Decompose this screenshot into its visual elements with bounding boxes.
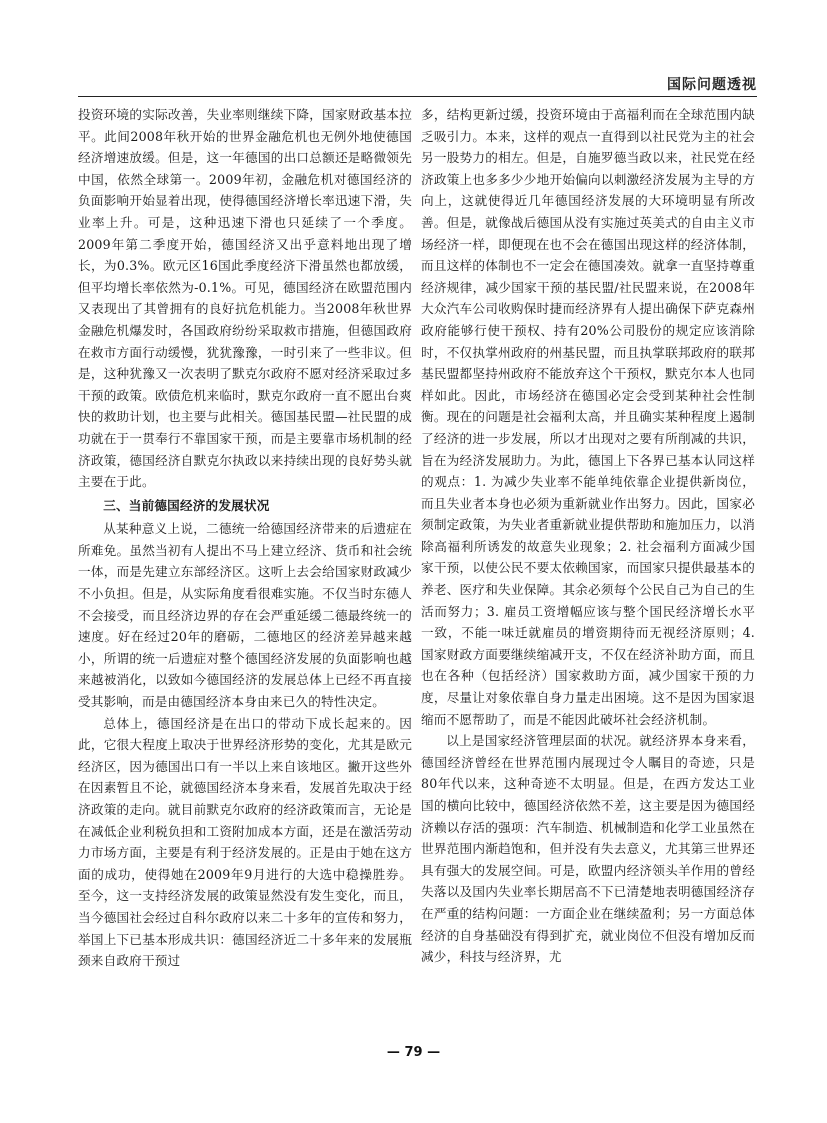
paragraph: 投资环境的实际改善，失业率则继续下降，国家财政基本拉平。此间2008年秋开始的世界金融危机也无例外地使德国经济增速放缓。但是，这一年德国的出口总额还是略微领先中国，依然全球第一。2009年初，金融危机对德国经济的负面影响开始显着出现，使得德国经济增长率迅速下滑，失业率上升。可是，这种迅速下滑也只延续了一个季度。2009年第二季度开始，德国经济又出乎意料地出现了增长，为0.3%。欧元区16国此季度经济下滑虽然也都放缓，但平均增长率依然为-0.1%。可见，德国经济在欧盟范围内又表现出了其曾拥有的良好抗危机能力。当2008年秋世界金融危机爆发时，各国政府纷纷采取救市措施，但德国政府在救市方面行动缓慢，犹犹豫豫，一时引来了一些非议。但是，这种犹豫又一次表明了默克尔政府不愿对经济采取过多干预的政策。欧债危机来临时，默克尔政府一直不愿出台爽快的救助计划，也主要与此相关。德国基民盟—社民盟的成功就在于一贯奉行不靠国家干预，而是主要靠市场机制的经济政策，德国经济自默克尔执政以来持续出现的良好势头就主要在于此。 xyxy=(78,107,412,490)
page-number: — 79 — xyxy=(386,1045,441,1060)
paragraph: 从某种意义上说，二德统一给德国经济带来的后遗症在所难免。虽然当初有人提出不马上建立经济、货币和社会统一体，而是先建立东部经济区。这听上去会给国家财政减少不小负担。但是，从实际角度看很难实施。不仅当时东德人不会接受，而且经济边界的存在会严重延缓二德最终统一的速度。好在经过20年的磨砺，二德地区的经济差异越来越小，所谓的统一后遗症对整个德国经济发展的负面影响也越来越被消化，以致如今德国经济的发展总体上已经不再直接受其影响，而是由德国经济本身由来已久的特性决定。 xyxy=(78,521,412,710)
header-rule xyxy=(78,96,757,97)
right-column xyxy=(421,104,755,968)
left-column xyxy=(78,104,412,972)
journal-section-title: 国际问题透视 xyxy=(667,77,757,93)
paragraph: 以上是国家经济管理层面的状况。就经济界本身来看，德国经济曾经在世界范围内展现过令人瞩目的奇迹，只是80年代以来，这种奇迹不太明显。但是，在西方发达工业国的横向比较中，德国经济依然不差，这主要是因为德国经济赖以存活的强项：汽车制造、机械制造和化学工业虽然在世界范围内渐趋饱和，但并没有失去意义，尤其第三世界还具有强大的发展空间。可是，欧盟内经济领头羊作用的曾经失落以及国内失业率长期居高不下已清楚地表明德国经济存在严重的结构问题：一方面企业在继续盈利；另一方面总体经济的自身基础没有得到扩充，就业岗位不但没有增加反而减少，科技与经济界，尤 xyxy=(421,733,755,965)
section-heading: 三、当前德国经济的发展状况 xyxy=(103,497,270,513)
paragraph: 多，结构更新过缓，投资环境由于高福利而在全球范围内缺乏吸引力。本来，这样的观点一直得到以社民党为主的社会另一股势力的相左。但是，自施罗德当政以来，社民党在经济政策上也多多少少地开始偏向以刺激经济发展为主导的方向上，这就使得近几年德国经济发展的大环境明显有所改善。但是，就像战后德国从没有实施过英美式的自由主义市场经济一样，即便现在也不会在德国出现这样的经济体制，而且这样的体制也不一定会在德国凑效。就拿一直坚持尊重经济规律，减少国家干预的基民盟/社民盟来说，在2008年大众汽车公司收购保时捷而经济界有人提出确保下萨克森州政府能够行使干预权、持有20%公司股份的规定应该消除时，不仅执掌州政府的州基民盟，而且执掌联邦政府的联邦基民盟都坚持州政府不能放弃这个干预权，默克尔本人也同样如此。因此，市场经济在德国必定会受到某种社会性制衡。现在的问题是社会福利太高，并且确实某种程度上遏制了经济的进一步发展，所以才出现对之要有所削减的共识，旨在为经济发展助力。为此，德国上下各界已基本认同这样的观点：1. 为减少失业率不能单纯依靠企业提供新岗位，而且失业者本身也必须为重新就业作出努力。因此，国家必须制定政策，为失业者重新就业提供帮助和施加压力，以消除高福利所诱发的故意失业现象；2. 社会福利方面减少国家干预，以使公民不要太依赖国家，而国家只提供最基本的养老、医疗和失业保障。其余必须每个公民自己为自己的生活而努力；3. 雇员工资增幅应该与整个国民经济增长水平一致，不能一味迁就雇员的增资期待而无视经济原则；4. 国家财政方面要继续缩减开支，不仅在经济补助方面，而且也在各种（包括经济）国家救助方面，减少国家干预的力度，尽量让对象依靠自身力量走出困境。这不是因为国家退缩而不愿帮助了，而是不能因此破坏社会经济机制。 xyxy=(421,107,755,727)
paragraph: 总体上，德国经济是在出口的带动下成长起来的。因此，它很大程度上取决于世界经济形势的变化，尤其是欧元经济区，因为德国出口有一半以上来自该地区。撇开这些外在因素暂且不论，就德国经济本身来看，发展首先取决于经济政策的走向。就目前默克尔政府的经济政策而言，无论是在减低企业利税负担和工资附加成本方面，还是在激活劳动力市场方面，主要是有利于经济发展的。正是由于她在这方面的成功，使得她在2009年9月进行的大选中稳操胜券。至今，这一支持经济发展的政策显然没有发生变化，而且，当今德国社会经过自科尔政府以来二十多年的宣传和努力，举国上下已基本形成共识：德国经济近二十多年来的发展瓶颈来自政府干预过 xyxy=(78,715,412,969)
